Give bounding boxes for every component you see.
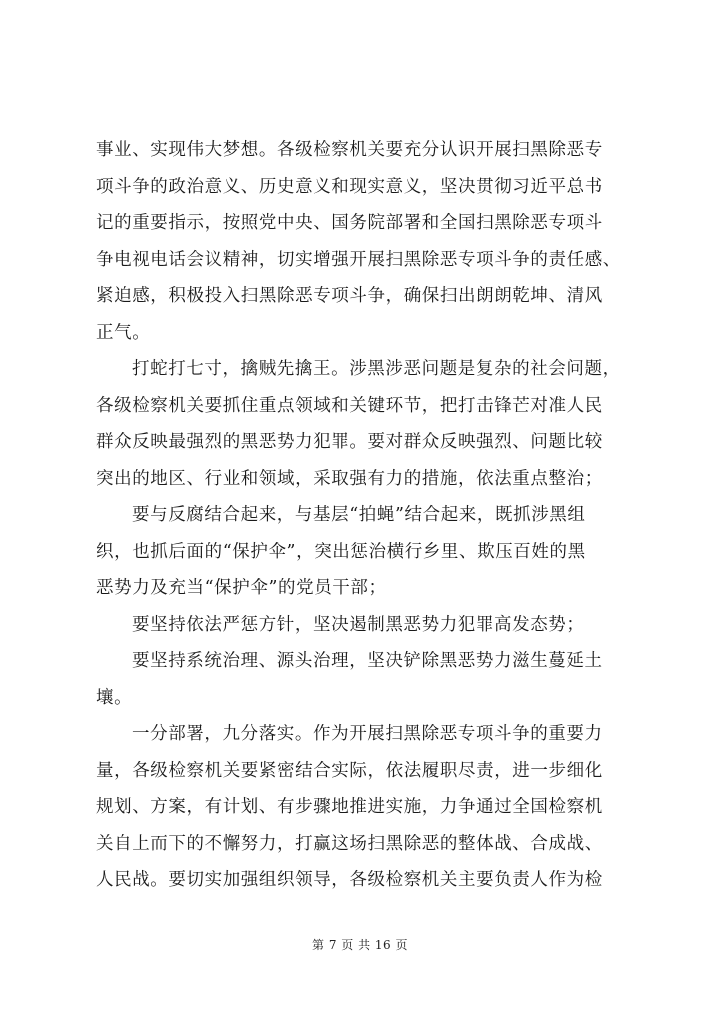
text-line: 正气。	[96, 322, 151, 343]
body-text	[96, 132, 636, 899]
text-line: 争电视电话会议精神，切实增强开展扫黑除恶专项斗争的责任感、	[96, 249, 621, 270]
text-line: 要与反腐结合起来，与基层“拍蝇”结合起来，既抓涉黑组	[132, 505, 586, 525]
text-line: 人民战。要切实加强组织领导，各级检察机关主要负责人作为检	[96, 870, 603, 890]
text-line: 壤。	[96, 687, 133, 708]
text-line: 规划、方案，有计划、有步骤地推进实施，力争通过全国检察机	[96, 797, 603, 817]
text-line: 突出的地区、行业和领域，采取强有力的措施，依法重点整治；	[96, 468, 603, 489]
text-line: 要坚持依法严惩方针，坚决遏制黑恶势力犯罪高发态势；	[132, 614, 585, 635]
text-line: 织，也抓后面的“保护伞”，突出惩治横行乡里、欺压百姓的黑	[96, 541, 586, 562]
text-line: 项斗争的政治意义、历史意义和现实意义，坚决贯彻习近平总书	[96, 176, 603, 197]
text-line: 记的重要指示，按照党中央、国务院部署和全国扫黑除恶专项斗	[96, 213, 603, 233]
text-line: 打蛇打七寸，擒贼先擒王。涉黑涉恶问题是复杂的社会问题，	[132, 359, 621, 379]
text-line: 要坚持系统治理、源头治理，坚决铲除黑恶势力滋生蔓延土	[132, 651, 603, 671]
text-line: 量，各级检察机关要紧密结合实际，依法履职尽责，进一步细化	[96, 760, 603, 781]
text-line: 一分部署，九分落实。作为开展扫黑除恶专项斗争的重要力	[132, 724, 603, 744]
text-line: 群众反映最强烈的黑恶势力犯罪。要对群众反映强烈、问题比较	[96, 432, 603, 452]
text-line: 紧迫感，积极投入扫黑除恶专项斗争，确保扫出朗朗乾坤、清风	[96, 286, 603, 306]
text-line: 各级检察机关要抓住重点领域和关键环节，把打击锋芒对准人民	[96, 395, 603, 416]
text-line: 关自上而下的不懈努力，打赢这场扫黑除恶的整体战、合成战、	[96, 833, 603, 854]
text-line: 恶势力及充当“保护伞”的党员干部；	[96, 578, 387, 598]
page-footer: 第 7 页 共 16 页	[312, 938, 408, 952]
text-line: 事业、实现伟大梦想。各级检察机关要充分认识开展扫黑除恶专	[96, 140, 603, 160]
